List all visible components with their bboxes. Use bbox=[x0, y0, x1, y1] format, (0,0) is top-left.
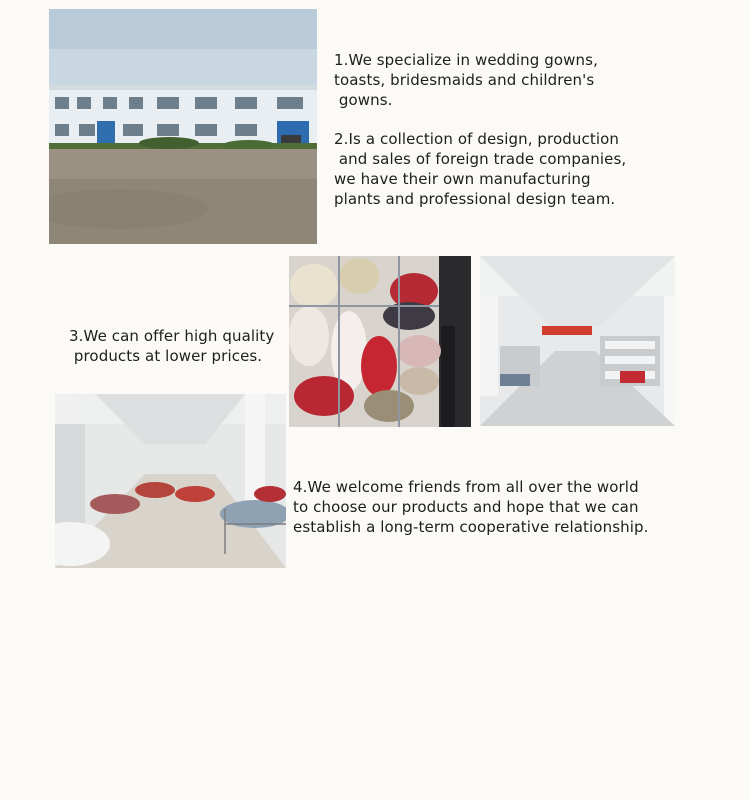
welcome-line: 4.We welcome friends from all over the world bbox=[293, 478, 639, 496]
welcome-line: to choose our products and hope that we can bbox=[293, 498, 639, 516]
fabric-storage-rack-photo bbox=[289, 256, 471, 427]
intro-line: and sales of foreign trade companies, bbox=[334, 150, 627, 168]
intro-line: plants and professional design team. bbox=[334, 190, 616, 208]
quality-line: 3.We can offer high quality bbox=[69, 327, 275, 345]
sewing-workshop-photo bbox=[55, 394, 286, 568]
factory-building-photo bbox=[49, 9, 317, 244]
intro-line: we have their own manufacturing bbox=[334, 170, 591, 188]
quality-line: products at lower prices. bbox=[69, 347, 263, 365]
quality-paragraph bbox=[69, 326, 274, 366]
warehouse-hall-photo bbox=[480, 256, 675, 426]
welcome-paragraph bbox=[293, 477, 648, 537]
intro-line: toasts, bridesmaids and children's bbox=[334, 71, 595, 89]
intro-paragraph-2 bbox=[334, 129, 626, 209]
intro-line: 2.Is a collection of design, production bbox=[334, 130, 619, 148]
intro-line: 1.We specialize in wedding gowns, bbox=[334, 51, 598, 69]
intro-paragraph-1 bbox=[334, 50, 598, 110]
welcome-line: establish a long-term cooperative relationship. bbox=[293, 518, 649, 536]
intro-line: gowns. bbox=[334, 91, 393, 109]
